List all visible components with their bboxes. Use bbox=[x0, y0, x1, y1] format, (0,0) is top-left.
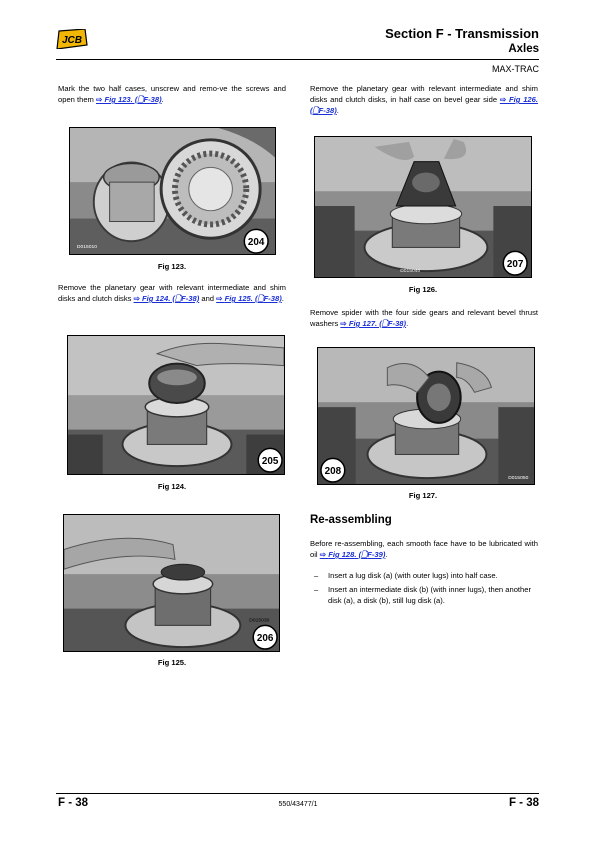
page-ref-icon: 🗋 bbox=[137, 95, 144, 104]
fig-127-link[interactable]: ⇨ Fig 127. (🗋F-38) bbox=[340, 319, 407, 328]
fig-126-photo bbox=[314, 136, 532, 278]
svg-text:D015040: D015040 bbox=[400, 269, 421, 275]
page-ref-icon: 🗋 bbox=[312, 106, 319, 115]
fig-123-caption: Fig 123. bbox=[157, 262, 187, 271]
document-number: 550/43477/1 bbox=[278, 801, 318, 808]
paragraph-remove-planetary: Remove the planetary gear with relevant intermediate and shim disks and clutch disks ⇨ Fig 124. (🗋F-38) and ⇨ Fig 125. (🗋F-38). bbox=[58, 283, 286, 303]
svg-text:JCB: JCB bbox=[61, 35, 83, 46]
arrow-icon: ⇨ bbox=[133, 294, 143, 303]
page-ref-icon: 🗋 bbox=[361, 550, 368, 559]
fig-125-caption: Fig 125. bbox=[157, 658, 187, 667]
svg-text:D015030: D015030 bbox=[249, 618, 270, 624]
model-label: MAX-TRAC bbox=[492, 64, 539, 74]
arrow-icon: ⇨ bbox=[499, 95, 510, 104]
svg-text:D015010: D015010 bbox=[76, 245, 97, 251]
arrow-icon: ⇨ bbox=[216, 294, 225, 303]
fig-125-link[interactable]: ⇨ Fig 125. (🗋F-38) bbox=[216, 294, 282, 303]
fig-125-photo bbox=[63, 514, 280, 652]
fig-123-photo bbox=[69, 127, 276, 255]
fig-126-link[interactable]: ⇨ Fig 126. (🗋F-38) bbox=[310, 95, 538, 115]
header-rule bbox=[56, 59, 539, 60]
reassembly-steps bbox=[314, 570, 538, 609]
fig-124-link[interactable]: ⇨ Fig 124. (🗋F-38) bbox=[133, 294, 200, 303]
fig-127-photo bbox=[317, 347, 535, 485]
arrow-icon: ⇨ bbox=[340, 319, 349, 328]
reassembling-heading: Re-assembling bbox=[310, 514, 392, 526]
svg-text:D015050: D015050 bbox=[508, 476, 529, 482]
page-ref-icon: 🗋 bbox=[174, 294, 182, 303]
dash-icon: – bbox=[314, 571, 319, 580]
list-item: – Insert an intermediate disk (b) (with inner lugs), then another disk (a), a disk (b), still lug disk (a). bbox=[314, 585, 532, 605]
svg-text:208: 208 bbox=[324, 466, 342, 478]
section-title: Section F - Transmission bbox=[385, 26, 539, 41]
fig-124-caption: Fig 124. bbox=[157, 482, 187, 491]
paragraph-remove-planetary-bevel: Remove the planetary gear with relevant intermediate and shim disks and clutch disks, in half case on bevel gear side ⇨ Fig 126. (🗋F-38). bbox=[310, 84, 538, 115]
sub-title: Axles bbox=[508, 43, 539, 55]
svg-text:206: 206 bbox=[256, 633, 274, 645]
paragraph-open-cases: Mark the two half cases, unscrew and remo-ve the screws and open them ⇨ Fig 123. (🗋F-38). bbox=[58, 84, 286, 104]
page-number-left: F - 38 bbox=[58, 797, 89, 809]
arrow-icon: ⇨ bbox=[96, 95, 105, 104]
fig-123-link[interactable]: ⇨ Fig 123. (🗋F-38) bbox=[96, 95, 162, 104]
svg-text:205: 205 bbox=[261, 456, 279, 468]
arrow-icon: ⇨ bbox=[319, 550, 329, 559]
list-item: – Insert a lug disk (a) (with outer lugs) into half case. bbox=[314, 571, 498, 580]
paragraph-lubricate: Before re-assembling, each smooth face have to be lubricated with oil ⇨ Fig 128. (🗋F-39). bbox=[310, 539, 538, 559]
paragraph-remove-spider: Remove spider with the four side gears and relevant bevel thrust washers ⇨ Fig 127. (🗋F-38). bbox=[310, 308, 538, 328]
footer-rule bbox=[56, 793, 539, 794]
dash-icon: – bbox=[314, 585, 319, 594]
jcb-logo bbox=[56, 29, 88, 49]
svg-text:207: 207 bbox=[506, 259, 524, 271]
fig-126-caption: Fig 126. bbox=[408, 285, 438, 294]
page-number-right: F - 38 bbox=[508, 797, 539, 809]
fig-127-caption: Fig 127. bbox=[408, 491, 438, 500]
svg-text:204: 204 bbox=[247, 237, 265, 249]
page-ref-icon: 🗋 bbox=[381, 319, 388, 328]
fig-128-link[interactable]: ⇨ Fig 128. (🗋F-39) bbox=[319, 550, 386, 559]
fig-124-photo bbox=[67, 335, 285, 475]
page-ref-icon: 🗋 bbox=[257, 294, 264, 303]
